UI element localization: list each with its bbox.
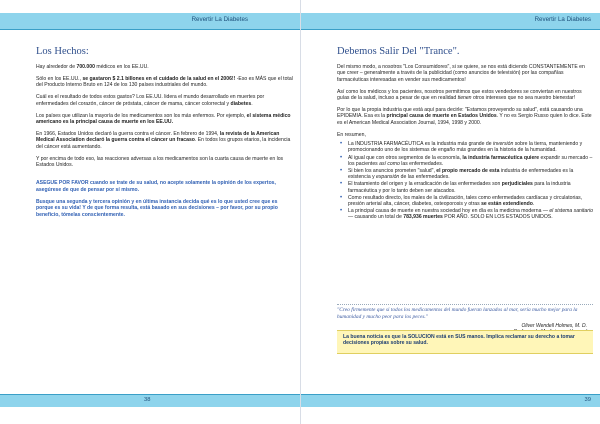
left-paragraph-2: Sólo en los EE.UU., se gastaron $ 2.1 billones en el cuidado de la salud en el 2006!! -Eso es MÁS que el total del Producto Interno Bruto en 124 de los 130 países industriales del mundo. xyxy=(36,75,293,89)
summary-list xyxy=(337,141,594,220)
left-callout-2: Busque una segunda y tercera opinión y en última instancia decida qué es lo que usted cree que es porque es su vida! Y de que forma resulta, está basado en sus decisiones – por favor, por su propio beneficio, tómelas conscientemente. xyxy=(36,198,278,218)
list-item: • Al igual que con otros segmentos de la economía, la industria farmacéutica quiere expandir su mercado – los pacientes así como las enfermedades. xyxy=(348,155,594,167)
left-header-title: Revertir La Diabetes xyxy=(191,16,248,23)
right-page xyxy=(300,0,600,424)
right-paragraph-2: Así como los médicos y los pacientes, nosotros permitimos que estos vendedores se conviertan en nuestros guías de la salud, incluso a pesar de que en realidad tienen otros intereses que no sea nuestro bienestar! xyxy=(337,88,582,102)
right-footer-bar xyxy=(301,394,600,407)
left-paragraph-4: Los países que utilizan la mayoría de los medicamentos son los más enfermos. Por ejemplo, el sistema médico americano es la principal causa de muerte en los EE.UU. xyxy=(36,112,291,125)
solution-callout-box xyxy=(337,330,593,354)
quote-author: Oliver Wendell Holmes, M. D. xyxy=(521,322,587,329)
right-header-bar xyxy=(301,13,600,30)
list-item: • Si bien los anuncios prometen "salud", el propio mercado de esta industria de enfermedades es la existencia y expansión de las enfermedades. xyxy=(348,168,594,180)
left-header-bar xyxy=(0,13,300,30)
left-callout-1: ASEGUE POR FAVOR cuando se trate de su salud, no acepte solamente la opinión de los expertos, asegúrese de que de pensar por sí mismo. xyxy=(36,180,276,193)
left-paragraph-5: En 1966, Estados Unidos declaró la guerra contra el cáncer. En febrero de 1994, la revista de la American Medical Association declaró la guerra contra el cáncer un fracaso. En todos los grupos etarios, la incidencia del cáncer está aumentando. xyxy=(36,130,291,150)
right-page-title: Debemos Salir Del "Trance". xyxy=(337,46,460,57)
right-paragraph-3: Por lo que la propia industria que está aquí para decirle: "Estamos proveyendo su salud", está causando una EPIDEMIA. Esa es la principal causa de muerte en Estados Unidos. Y no es Sergio Russo quien lo dice. Este es el American Medical Association Journal, 1994, 1998 y 2000. xyxy=(337,107,592,126)
left-paragraph-1: Hay alrededor de 700.000 médicos en los EE.UU. xyxy=(36,64,149,70)
list-item: • Como resultado directo, los males de la civilización, tales como enfermedades cardíacas y circulatorias, presión arterial alta, cáncer, diabetes, osteoporosis y otras se están extendiendo. xyxy=(348,195,594,207)
left-page-number: 38 xyxy=(144,397,151,403)
list-item: • La principal causa de muerte en nuestra sociedad hoy en día es la medicina moderna — el sistema sanitario — causando un total de 783,936 muertes POR AÑO. SOLO EN LOS ESTADOS UNIDOS. xyxy=(348,208,594,220)
right-header-title: Revertir La Diabetes xyxy=(534,16,591,23)
left-content xyxy=(36,46,294,223)
left-page-title: Los Hechos: xyxy=(36,46,89,57)
summary-label: En resumen, xyxy=(337,131,366,138)
right-paragraph-1: Del mismo modo, a nosotros "Los Consumidores", si se quiere, se nos está diciendo CONSTANTEMENTE en que creer – generalmente a través de la publicidad (como anuncios de televisión) por las compañías farmacéuticas interesadas en vender sus medicamentos! xyxy=(337,64,585,83)
section-divider xyxy=(337,304,593,305)
left-footer-bar xyxy=(0,394,300,407)
right-page-number: 39 xyxy=(584,397,591,403)
solution-callout-text: La buena noticia es que la SOLUCION está en SUS manos. Implica reclamar su derecho a tomar decisiones propias sobre su salud. xyxy=(343,334,575,347)
quote-text: "Creo firmemente que si todos los medicamentos del mundo fueran lanzados al mar, sería mucho mejor para la humanidad y mucho peor para los peces." xyxy=(337,307,578,320)
left-paragraph-3: Cuál es el resultado de todos estos gastos? Los EE.UU. lidera el mundo desarrollado en muertes por enfermedades del corazón, cáncer de próstata, cáncer de mama, cáncer colorrectal y diabetes. xyxy=(36,94,265,107)
right-content xyxy=(337,46,594,222)
left-paragraph-6: Y por encima de todo eso, las reacciones adversas a los medicamentos son la cuarta causa de muerte en los Estados Unidos. xyxy=(36,155,284,168)
list-item: • La INDUSTRIA FARMACÉUTICA es la industria más grande de inversión sobre la tierra, manteniendo y promocionando uno de los sistemas de engaño más grandes en la historia de la humanidad. xyxy=(348,141,594,153)
list-item: • El tratamiento del origen y la erradicación de las enfermedades son perjudiciales para la industria farmacéutica y por lo tanto deben ser atacados. xyxy=(348,181,594,193)
